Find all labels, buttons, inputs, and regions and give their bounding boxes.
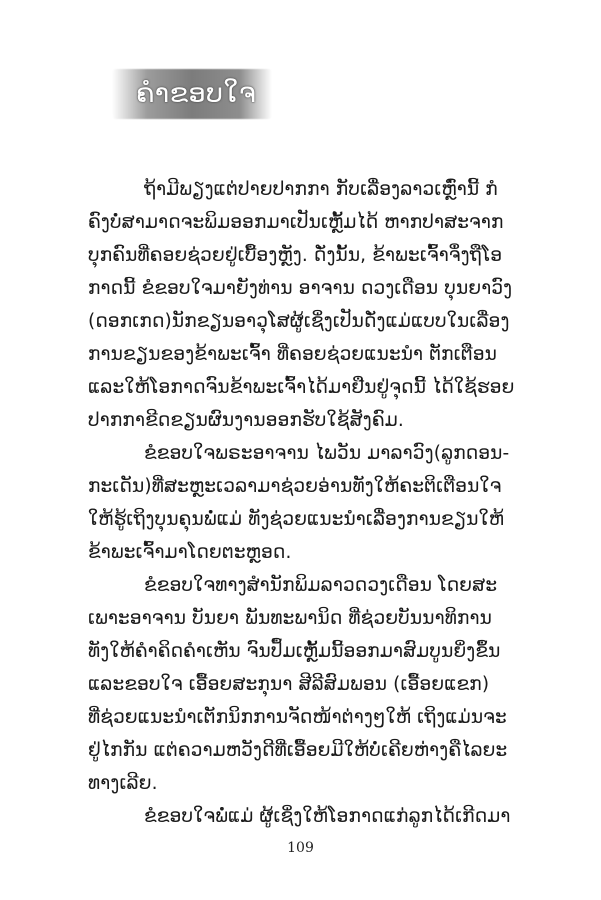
paragraph-line: ກາດນີ້ ຂໍຂອບໃຈມາຍັງທ່ານ ອາຈານ ດວງເດືອນ ບຸນຍາວົງ [88,278,513,299]
paragraph-line: ທາງເລີຍ. [88,773,158,794]
paragraph-line: ຂໍຂອບໃຈພໍ່ແມ່ ຜູ້ເຊິ່ງໃຫ້ໂອກາດແກ່ລູກໄດ້ເກີດມາ [144,806,511,827]
paragraph-line: ທີ່ຊ່ວຍແນະນຳເຕັກນິກການຈັດໜ້າຕ່າງໆໃຫ້ ເຖິງແມ່ນຈະ [88,707,507,728]
paragraph-line: ກະເດັນ)ທີ່ສະຫຼະເວລາມາຊ່ວຍອ່ານທັງໃຫ້ຄະຕິເຕືອນໃຈ [88,476,502,497]
paragraph-line: ຂໍຂອບໃຈພຣະອາຈານ ໄພວັນ ມາລາວົງ(ລູກດອນ- [144,443,510,464]
paragraph-line: ບຸກຄົນທີ່ຄອຍຊ່ວຍຢູ່ເບື້ອງຫຼັງ. ດັ່ງນັ້ນ, ຂ້າພະເຈົ້າຈຶ່ງຖືໂອ [88,245,503,266]
page-title: ຄຳຂອບໃຈ [136,78,257,109]
paragraph-line: ແລະໃຫ້ໂອກາດຈົນຂ້າພະເຈົ້າໄດ້ມາຢືນຢູ່ຈຸດນີ້ ໄດ້ໃຊ້ຮອຍ [88,377,515,398]
paragraph-line: ຄົງບໍ່ສາມາດຈະພິມອອກມາເປັນເຫຼັ້ມໄດ້ ຫາກປາສະຈາກ [88,212,504,233]
paragraph-line: ແລະຂອບໃຈ ເອື້ອຍສະກຸນາ ສີລີສົມພອນ (ເອື້ອຍແຂກ) [88,674,490,695]
paragraph-line: ເພາະອາຈານ ບັນຍາ ພັນທະພານິດ ທີ່ຊ່ວຍບັນນາທິການ [88,608,492,629]
paragraph-line: ໃຫ້ຮູ້ເຖິງບຸນຄຸນພໍ່ແມ່ ທັງຊ່ວຍແນະນຳເລື່ອງການຂຽນໃຫ້ [88,509,505,530]
paragraph-line: ການຂຽນຂອງຂ້າພະເຈົ້າ ທີ່ຄອຍຊ່ວຍແນະນຳ ຕັກເຕືອນ [88,344,498,365]
paragraph-line: ຖ້າມີພຽງແຕ່ປາຍປາກກາ ກັບເລື່ອງລາວເຫຼົ່ານີ້ ກໍ [144,179,498,200]
paragraph-line: ຂໍຂອບໃຈທາງສຳນັກພິມລາວດວງເດືອນ ໂດຍສະ [144,575,498,596]
paragraph-line: ທັງໃຫ້ຄຳຄິດຄຳເຫັນ ຈົນປຶ້ມເຫຼັ້ມນີ້ອອກມາສົມບູນຍິ່ງຂຶ້ນ [88,641,501,662]
page-number: 109 [287,840,314,856]
paragraph-line: ຂ້າພະເຈົ້າມາໂດຍຕະຫຼອດ. [88,542,292,563]
paragraph-line: (ດອກເກດ)ນັກຂຽນອາວຸໂສຜູ້ເຊິ່ງເປັນດັ່ງແມ່ແບບໃນເລື່ອງ [88,311,510,332]
paragraph-line: ຢູ່ໄກກັນ ແຕ່ຄວາມຫວັງດີທີ່ເອື້ອຍມີໃຫ້ບໍ່ເຄີຍຫ່າງຄືໄລຍະ [88,740,508,761]
paragraph-line: ປາກກາຂີດຂຽນຜົນງານອອກຮັບໃຊ້ສັງຄົມ. [88,410,404,431]
